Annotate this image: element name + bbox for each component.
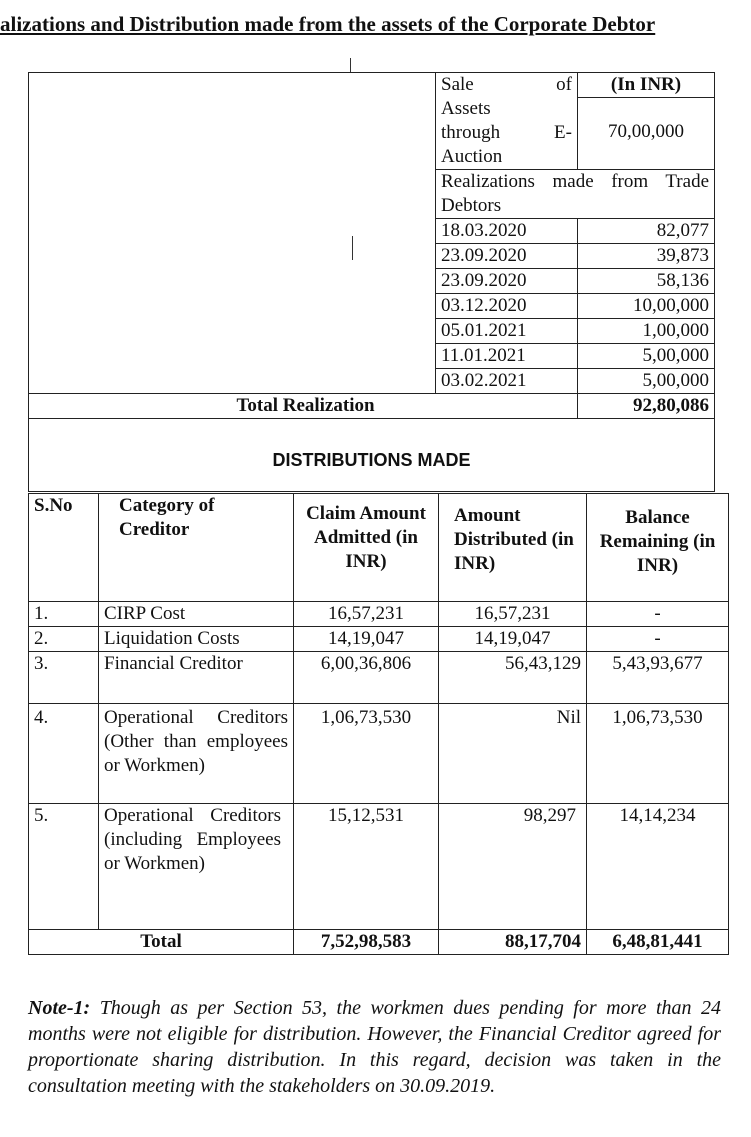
distributions-table	[28, 493, 729, 955]
row-claim: 6,00,36,806	[294, 652, 439, 704]
row-category: CIRP Cost	[99, 602, 294, 627]
realization-amount: 39,873	[578, 244, 715, 269]
row-distributed: 56,43,129	[439, 652, 587, 704]
row-claim: 14,19,047	[294, 627, 439, 652]
row-balance: 5,43,93,677	[587, 652, 729, 704]
header-sno: S.No	[29, 494, 99, 602]
blank-cell	[29, 73, 436, 394]
row-category: Operational Creditors (Other than employees or Workmen)	[99, 704, 294, 804]
scan-mark	[350, 58, 351, 72]
row-category: Liquidation Costs	[99, 627, 294, 652]
row-balance: -	[587, 602, 729, 627]
total-balance: 6,48,81,441	[587, 930, 729, 955]
realizations-table	[28, 72, 715, 492]
row-balance: 1,06,73,530	[587, 704, 729, 804]
total-realization-label: Total Realization	[29, 394, 578, 419]
row-balance: 14,14,234	[587, 804, 729, 930]
realization-date: 11.01.2021	[436, 344, 578, 369]
realization-amount: 5,00,000	[578, 344, 715, 369]
realization-date: 18.03.2020	[436, 219, 578, 244]
distributions-heading: DISTRIBUTIONS MADE	[29, 419, 715, 492]
row-sno: 5.	[29, 804, 99, 930]
header-claim: Claim Amount Admitted (in INR)	[294, 494, 439, 602]
total-realization-value: 92,80,086	[578, 394, 715, 419]
realization-amount: 82,077	[578, 219, 715, 244]
sale-of-assets-value-cell	[578, 73, 715, 170]
total-label: Total	[29, 930, 294, 955]
page-title: alizations and Distribution made from the assets of the Corporate Debtor	[0, 12, 656, 36]
row-sno: 2.	[29, 627, 99, 652]
header-distributed: Amount Distributed (in INR)	[439, 494, 587, 602]
currency-header: (In INR)	[578, 73, 714, 98]
total-distributed: 88,17,704	[439, 930, 587, 955]
header-category: Category of Creditor	[99, 494, 294, 602]
realization-date: 23.09.2020	[436, 244, 578, 269]
total-claim: 7,52,98,583	[294, 930, 439, 955]
realization-date: 03.12.2020	[436, 294, 578, 319]
sale-of-assets-value: 70,00,000	[608, 121, 684, 142]
realization-date: 03.02.2021	[436, 369, 578, 394]
realization-amount: 5,00,000	[578, 369, 715, 394]
realization-amount: 58,136	[578, 269, 715, 294]
sale-of-assets-label: Sale of Assets through E- Auction	[436, 73, 578, 170]
realization-amount: 10,00,000	[578, 294, 715, 319]
note-text: Though as per Section 53, the workmen dues pending for more than 24 months were not eligible for distribution. However, the Financial Creditor agreed for proportionate sharing distribution. In this regard, decision was taken in the consultation meeting with the stakeholders on 30.09.2019.	[28, 997, 721, 1097]
row-claim: 16,57,231	[294, 602, 439, 627]
row-distributed: 14,19,047	[439, 627, 587, 652]
trade-debtors-label: Realizations made from Trade Debtors	[436, 170, 715, 219]
row-distributed: Nil	[439, 704, 587, 804]
row-category: Financial Creditor	[99, 652, 294, 704]
row-category: Operational Creditors (including Employees or Workmen)	[99, 804, 294, 930]
realization-date: 23.09.2020	[436, 269, 578, 294]
realization-amount: 1,00,000	[578, 319, 715, 344]
row-claim: 1,06,73,530	[294, 704, 439, 804]
row-sno: 4.	[29, 704, 99, 804]
row-distributed: 98,297	[439, 804, 587, 930]
row-sno: 1.	[29, 602, 99, 627]
row-balance: -	[587, 627, 729, 652]
note-paragraph	[28, 995, 721, 1099]
header-balance: Balance Remaining (in INR)	[587, 494, 729, 602]
row-distributed: 16,57,231	[439, 602, 587, 627]
note-label: Note-1:	[28, 997, 91, 1019]
row-sno: 3.	[29, 652, 99, 704]
row-claim: 15,12,531	[294, 804, 439, 930]
realization-date: 05.01.2021	[436, 319, 578, 344]
